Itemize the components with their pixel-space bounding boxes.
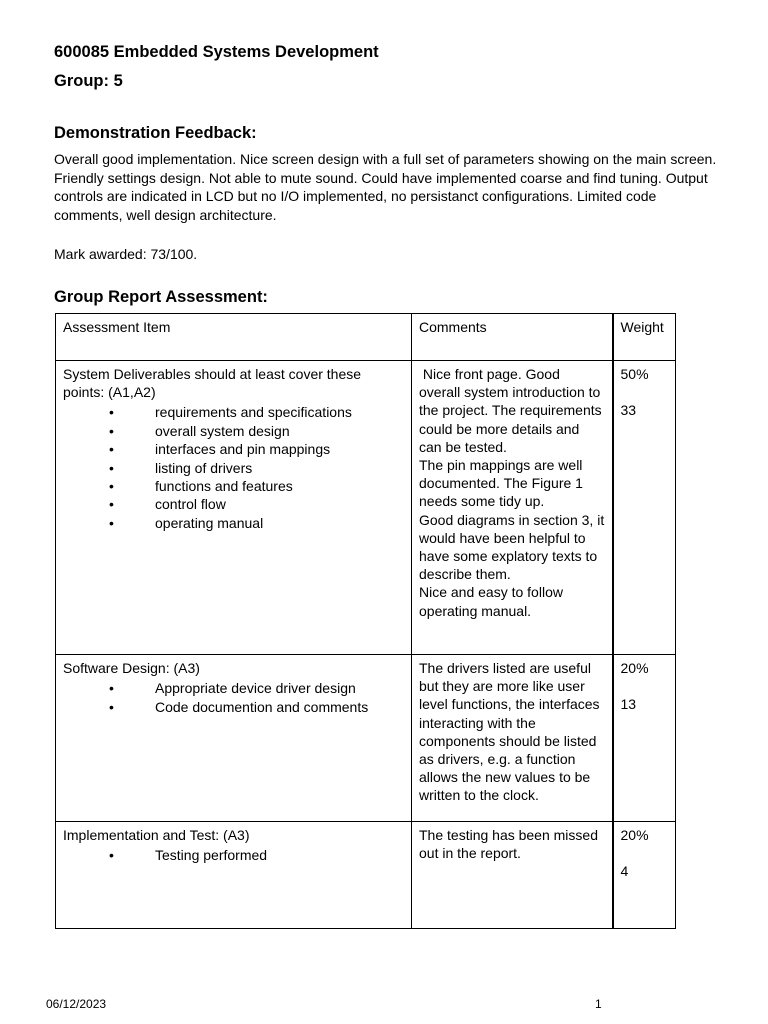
column-header-weight: Weight xyxy=(613,314,676,361)
group-title: Group: 5 xyxy=(54,72,123,90)
comment-text: The testing has been missed out in the report. xyxy=(419,827,598,862)
bullet-icon: • xyxy=(109,496,114,513)
comment-text: Good diagrams in section 3, it would have been helpful to have some explatory texts to describe them. xyxy=(419,511,605,583)
course-title: 600085 Embedded Systems Development xyxy=(54,43,379,61)
bullet-item: • operating manual xyxy=(109,514,264,531)
weight-percent: 50% xyxy=(620,366,649,382)
column-header-comments: Comments xyxy=(412,314,613,361)
column-header-item: Assessment Item xyxy=(56,314,412,361)
weight-percent: 20% xyxy=(620,660,649,676)
bullet-item: • functions and features xyxy=(109,478,293,495)
bullet-item: • Appropriate device driver design xyxy=(109,680,356,697)
weight-score: 33 xyxy=(620,402,637,419)
bullet-item: • Code documention and comments xyxy=(109,698,369,715)
assessment-item-title: Software Design: (A3) xyxy=(63,660,200,676)
bullet-icon: • xyxy=(109,514,114,531)
demonstration-feedback-heading: Demonstration Feedback: xyxy=(54,124,257,142)
bullet-icon: • xyxy=(109,422,114,439)
assessment-item-cell xyxy=(56,822,412,929)
page-number: 1 xyxy=(595,997,602,1011)
table-row xyxy=(56,361,676,655)
bullet-item: • overall system design xyxy=(109,422,290,439)
bullet-icon: • xyxy=(109,478,114,495)
assessment-table xyxy=(55,313,676,929)
bullet-item: • control flow xyxy=(109,496,226,513)
weight-score: 4 xyxy=(620,863,629,880)
bullet-list xyxy=(63,846,404,864)
bullet-item: • listing of drivers xyxy=(109,459,253,476)
weight-cell xyxy=(613,822,676,929)
comments-cell xyxy=(412,361,613,655)
comment-text: Nice and easy to follow operating manual. xyxy=(419,584,563,619)
comment-text: The pin mappings are well documented. The Figure 1 needs some tidy up. xyxy=(419,457,583,510)
bullet-icon: • xyxy=(109,847,114,864)
comment-text: The drivers listed are useful but they are more like user level functions, the interfaces interacting with the components should be listed as drivers, e.g. a function allows the new values to be written to the clock. xyxy=(419,660,600,804)
weight-score: 13 xyxy=(620,696,637,713)
assessment-item-cell xyxy=(56,361,412,655)
bullet-list xyxy=(63,679,404,716)
weight-cell xyxy=(613,361,676,655)
bullet-icon: • xyxy=(109,404,114,421)
footer-date: 06/12/2023 xyxy=(46,997,107,1011)
comments-cell xyxy=(412,822,613,929)
demonstration-feedback-text: Overall good implementation. Nice screen design with a full set of parameters showing on the main screen. Friendly settings design. Not able to mute sound. Could have implemented coarse and find tuning. Output controls are indicated in LCD but no I/O implemented, no persistanct configurations. Limited code comments, well design architecture. xyxy=(54,151,717,223)
bullet-item: • Testing performed xyxy=(109,847,268,864)
table-row xyxy=(56,822,676,929)
comment-text: Nice front page. Good overall system introduction to the project. The requirements could be more details and can be tested. xyxy=(419,366,606,455)
bullet-item: • requirements and specifications xyxy=(109,404,352,421)
assessment-item-title: System Deliverables should at least cover these points: (A1,A2) xyxy=(63,366,362,401)
comments-cell xyxy=(412,655,613,822)
bullet-icon: • xyxy=(109,698,114,715)
assessment-item-cell xyxy=(56,655,412,822)
bullet-item: • interfaces and pin mappings xyxy=(109,441,331,458)
bullet-icon: • xyxy=(109,459,114,476)
table-header-row xyxy=(56,314,676,361)
table-row xyxy=(56,655,676,822)
weight-cell xyxy=(613,655,676,822)
group-report-heading: Group Report Assessment: xyxy=(54,288,268,306)
bullet-list xyxy=(63,403,404,532)
bullet-icon: • xyxy=(109,680,114,697)
weight-percent: 20% xyxy=(620,827,649,843)
bullet-icon: • xyxy=(109,441,114,458)
assessment-item-title: Implementation and Test: (A3) xyxy=(63,827,250,843)
mark-awarded: Mark awarded: 73/100. xyxy=(54,246,198,262)
